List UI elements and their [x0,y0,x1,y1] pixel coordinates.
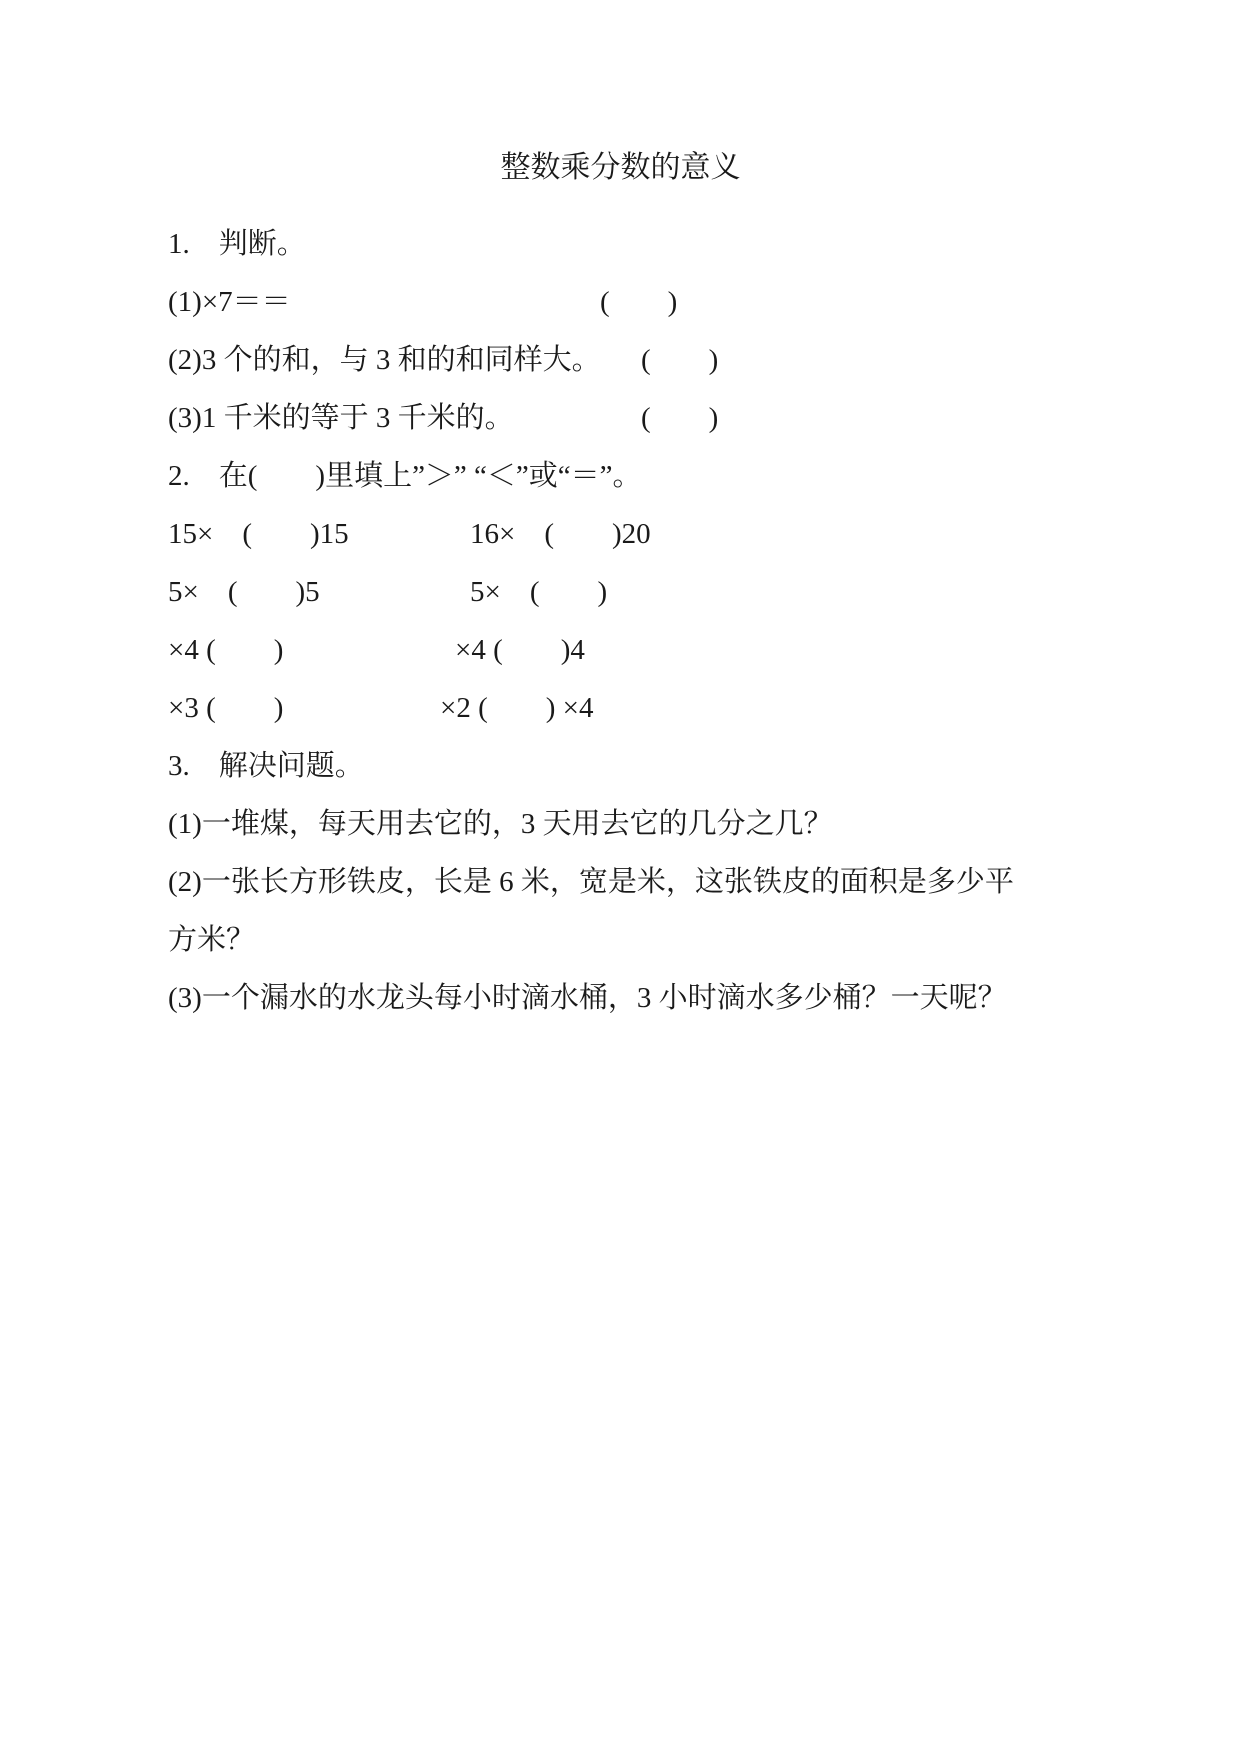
q3-header: 3. 解决问题。 [168,749,364,782]
q3-item-2-line-2: 方米？ [168,923,256,956]
q2-row-2-left: 5× ( )5 [168,575,320,608]
q2-row-3-left: ×4 ( ) [168,633,284,666]
q2-row-1-right: 16× ( )20 [470,517,651,550]
q2-row-1 [168,502,1073,560]
q3-item-3: (3)一个漏水的水龙头每小时滴水桶，3 小时滴水多少桶？一天呢？ [168,981,1007,1014]
q1-item-3-answer-blank: ( ) [641,401,719,434]
q1-item-1 [168,270,1073,328]
q2-row-2 [168,560,1073,618]
q2-row-1-left: 15× ( )15 [168,517,349,550]
q2-row-3 [168,618,1073,676]
q1-item-1-text: (1)×7＝＝ [168,285,291,318]
q2-row-4 [168,676,1073,734]
q3-item-2-line-1: (2)一张长方形铁皮，长是 6 米，宽是米，这张铁皮的面积是多少平 [168,865,1014,898]
q1-item-3 [168,386,1073,444]
q3-item-1: (1)一堆煤，每天用去它的，3 天用去它的几分之几？ [168,807,833,840]
worksheet-content [168,130,1073,1024]
q2-row-2-right: 5× ( ) [470,575,608,608]
q1-item-3-text: (3)1 千米的等于 3 千米的。 [168,401,514,434]
q2-row-4-left: ×3 ( ) [168,691,284,724]
q1-header: 1. 判断。 [168,227,306,260]
q2-row-4-right: ×2 ( ) ×4 [440,691,594,724]
q2-header: 2. 在( )里填上”＞” “＜”或“＝”。 [168,459,642,492]
q1-item-2 [168,328,1073,386]
page-title: 整数乘分数的意义 [500,151,741,184]
q1-item-2-answer-blank: ( ) [641,343,719,376]
q1-item-2-text: (2)3 个的和，与 3 和的和同样大。 [168,343,601,376]
q1-item-1-answer-blank: ( ) [600,285,678,318]
q2-row-3-right: ×4 ( )4 [455,633,585,666]
